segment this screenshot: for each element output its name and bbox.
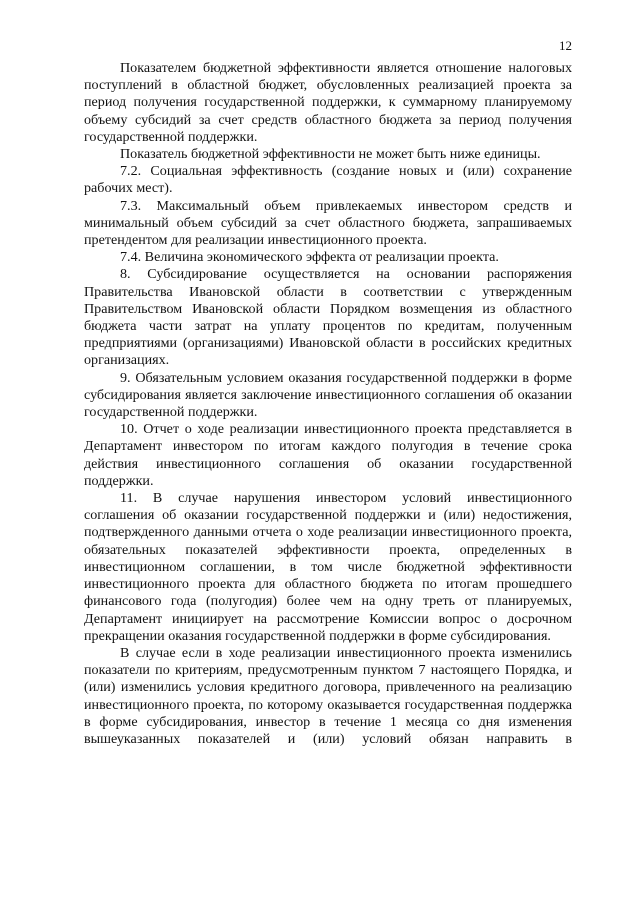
paragraph: В случае если в ходе реализации инвестиционного проекта изменились показатели по критериям, предусмотренным пунктом 7 настоящего Порядка, и (или) изменились условия кредитного договора, привлеченного на реализацию инвестиционного проекта, по которому оказывается государственная поддержка в форме субсидирования, инвестор в течение 1 месяца со дня изменения вышеуказанных показателей и (или) условий обязан направить в xyxy=(84,644,572,747)
paragraph: Показатель бюджетной эффективности не может быть ниже единицы. xyxy=(120,146,541,163)
paragraph: 7.3. Максимальный объем привлекаемых инвестором средств и минимальный объем субсидий за счет областного бюджета, запрашиваемых претендентом для реализации инвестиционного проекта. xyxy=(84,197,572,249)
document-body xyxy=(84,60,572,748)
paragraph: 7.2. Социальная эффективность (создание новых и (или) сохранение рабочих мест). xyxy=(84,163,572,197)
paragraph: Показателем бюджетной эффективности является отношение налоговых поступлений в областной бюджет, обусловленных реализацией проекта за период получения государственной поддержки, к суммарному планируемому объему субсидий за счет средств областного бюджета за период получения государственной поддержки. xyxy=(84,60,572,145)
paragraph: 7.4. Величина экономического эффекта от реализации проекта. xyxy=(120,249,499,266)
paragraph: 8. Субсидирование осуществляется на основании распоряжения Правительства Ивановской области в соответствии с утвержденным Правительством Ивановской области Порядком возмещения из областного бюджета части затрат на уплату процентов по кредитам, полученным предприятиями (организациями) Ивановской области в российских кредитных организациях. xyxy=(84,266,572,369)
paragraph: 11. В случае нарушения инвестором условий инвестиционного соглашения об оказании государственной поддержки и (или) недостижения, подтвержденного данными отчета о ходе реализации инвестиционного проекта, обязательных показателей эффективности проекта, определенных в инвестиционном соглашении, в том числе бюджетной эффективности инвестиционного проекта для областного бюджета по итогам прошедшего финансового года (полугодия) более чем на одну треть от планируемых, Департамент инициирует на рассмотрение Комиссии вопрос о досрочном прекращении оказания государственной поддержки в форме субсидирования. xyxy=(84,490,572,644)
page-number: 12 xyxy=(559,38,572,53)
paragraph: 10. Отчет о ходе реализации инвестиционного проекта представляется в Департамент инвестором по итогам каждого полугодия в течение срока действия инвестиционного соглашения об оказании государственной поддержки. xyxy=(84,421,572,489)
paragraph: 9. Обязательным условием оказания государственной поддержки в форме субсидирования является заключение инвестиционного соглашения об оказании государственной поддержки. xyxy=(84,369,572,421)
